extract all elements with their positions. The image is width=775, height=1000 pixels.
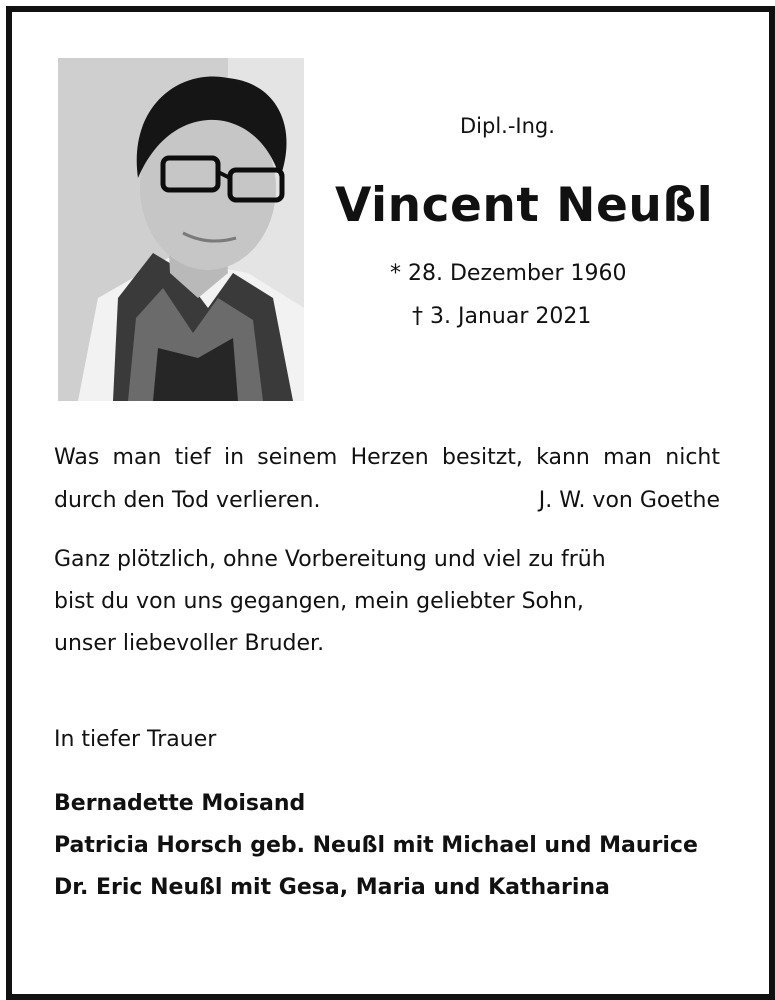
mourner-name: Bernadette Moisand (54, 791, 306, 816)
message-line: Ganz plötzlich, ohne Vorbereitung und viel zu früh (54, 547, 606, 572)
birth-date: * 28. Dezember 1960 (390, 261, 627, 286)
portrait-photo (58, 58, 304, 401)
deceased-name: Vincent Neußl (335, 178, 714, 233)
quote-text: durch den Tod verlieren. (54, 488, 321, 513)
memorial-quote (54, 436, 720, 522)
mourner-name: Patricia Horsch geb. Neußl mit Michael und Maurice (54, 833, 698, 858)
quote-line: Was man tief in seinem Herzen besitzt, kann man nicht (54, 445, 720, 470)
message-line: bist du von uns gegangen, mein geliebter Sohn, (54, 589, 584, 614)
farewell-message (54, 539, 606, 665)
quote-author: J. W. von Goethe (538, 488, 720, 513)
quote-line (54, 479, 720, 522)
message-line: unser liebevoller Bruder. (54, 631, 325, 656)
mourning-phrase: In tiefer Trauer (54, 727, 217, 752)
academic-title: Dipl.-Ing. (460, 114, 555, 138)
mourners-list (54, 783, 698, 909)
mourner-name: Dr. Eric Neußl mit Gesa, Maria und Katharina (54, 875, 610, 900)
portrait-photo-icon (58, 58, 304, 401)
death-date: † 3. Januar 2021 (412, 304, 592, 329)
